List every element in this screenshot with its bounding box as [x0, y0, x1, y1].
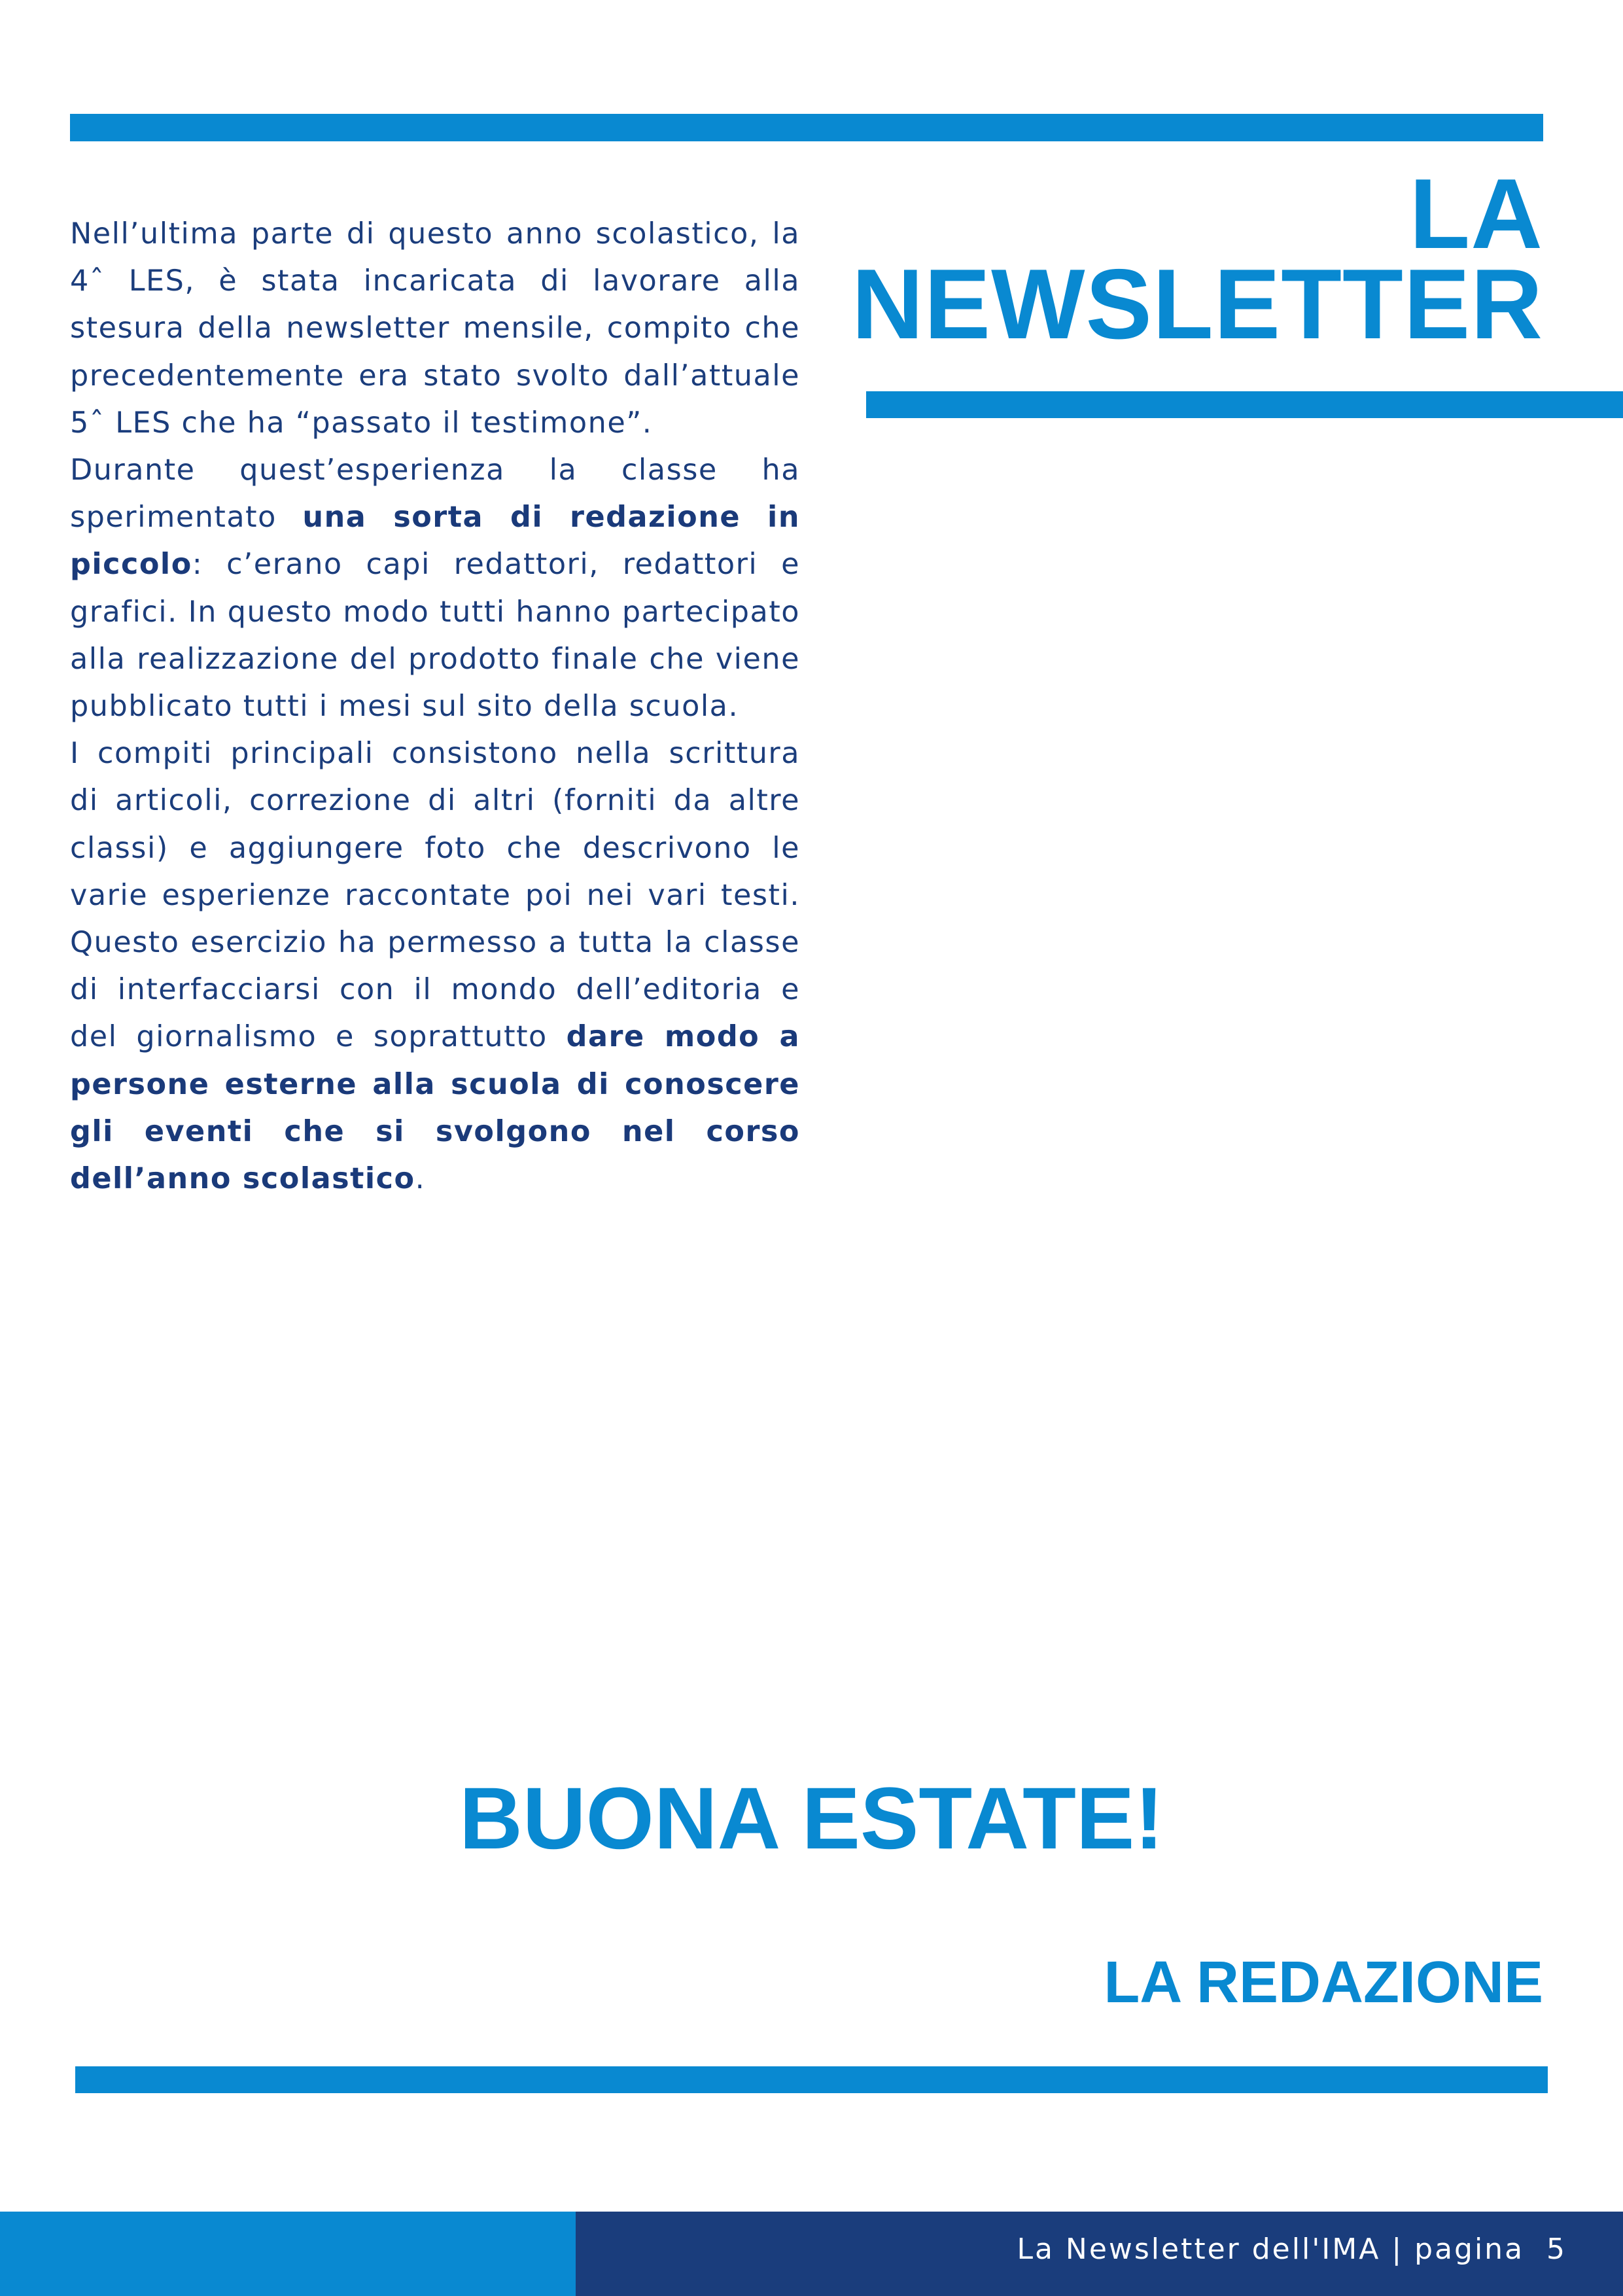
paragraph-3-text-start: I compiti principali consistono nella scrittura di articoli, correzione di altri (forniti da altre classi) e aggiungere foto che descrivono le varie esperienze raccontate poi nei vari testi. Questo esercizio ha permesso a tutta la classe di interfacciarsi con il mondo dell’editoria e del giornalismo e soprattutto — [70, 737, 800, 1054]
paragraph-2-text-end: : c’erano capi redattori, redattori e grafici. In questo modo tutti hanno partecipato alla realizzazione del prodotto finale che viene pubblicato tutti i mesi sul sito della scuola. — [70, 548, 800, 724]
title-line-1: LA — [1409, 158, 1543, 270]
paragraph-3-text-end: . — [415, 1162, 426, 1196]
paragraph-2-text-start: Durante quest’esperienza la classe ha sperimentato — [70, 453, 800, 535]
footer-accent-block — [0, 2212, 576, 2296]
page-title — [851, 158, 1543, 360]
paragraph-2-highlight: una sorta di redazione in piccolo — [70, 501, 800, 582]
signature: LA REDAZIONE — [1104, 1950, 1543, 2015]
article-paragraph-3 — [70, 730, 800, 1203]
article-paragraph-1: Nell’ultima parte di questo anno scolastico, la 4ˆ LES, è stata incaricata di lavorare alla stesura della newsletter mensile, compito che precedentemente era stato svolto dall’attuale 5ˆ LES che ha “passato il testimone”. — [70, 217, 800, 440]
top-divider — [70, 114, 1543, 141]
bottom-divider — [75, 2066, 1548, 2093]
article-paragraph-2 — [70, 447, 800, 730]
title-line-2: NEWSLETTER — [851, 249, 1543, 360]
greeting-heading: BUONA ESTATE! — [459, 1770, 1164, 1867]
title-underline — [866, 391, 1623, 418]
article-body — [70, 211, 800, 1203]
paragraph-3-highlight: dare modo a persone esterne alla scuola di conoscere gli eventi che si svolgono nel corso dell’anno scolastico — [70, 1020, 800, 1196]
footer-page-label: La Newsletter dell'IMA | pagina 5 — [1017, 2233, 1567, 2266]
